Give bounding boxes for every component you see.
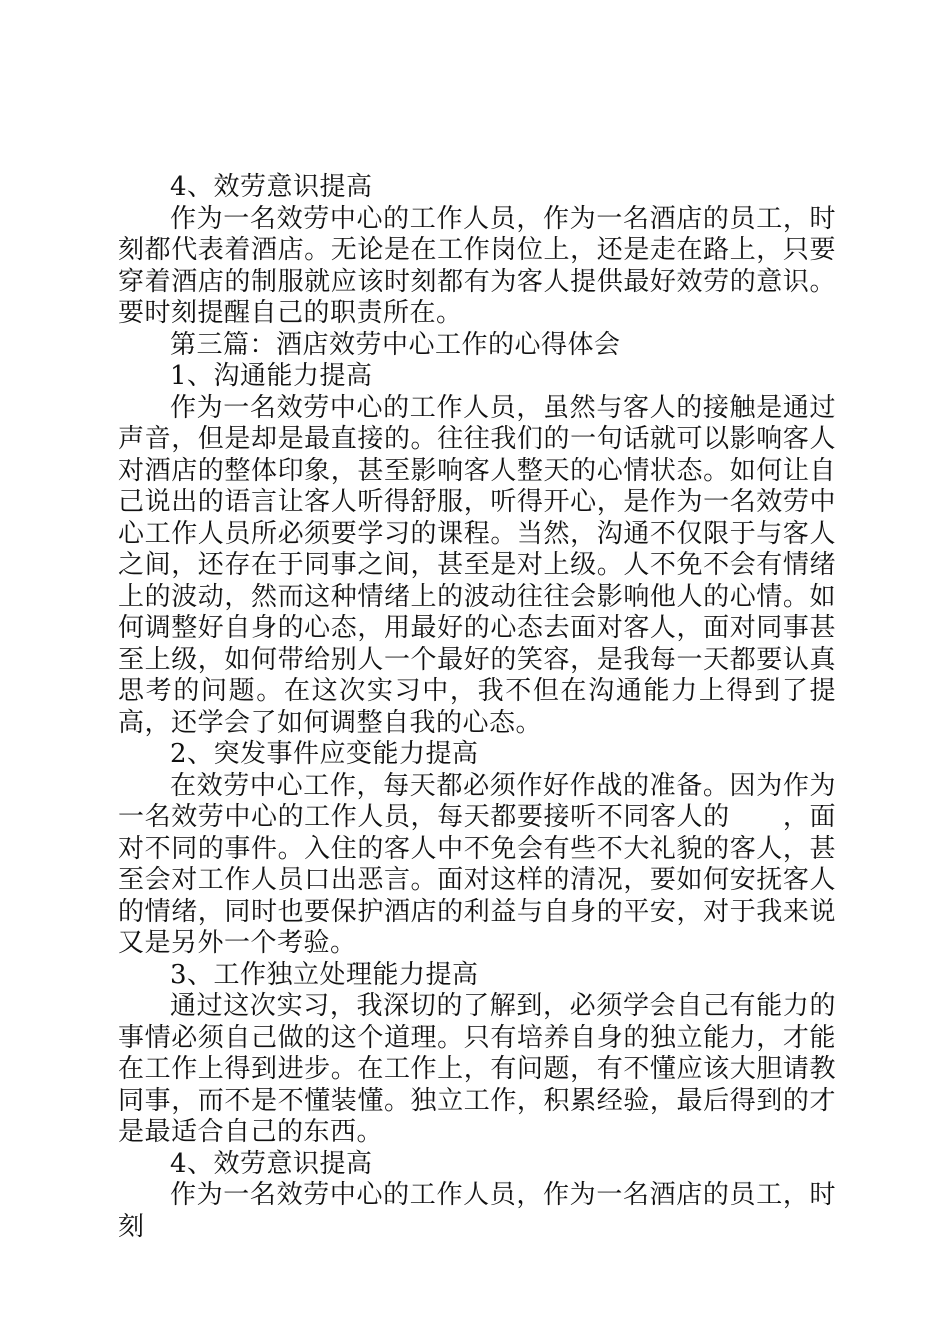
section-heading-service-awareness-2: 4、效劳意识提高 xyxy=(170,1148,373,1179)
paragraph-service-awareness-2: 作为一名效劳中心的工作人员，作为一名酒店的员工，时刻 xyxy=(118,1180,836,1242)
paragraph-independence: 通过这次实习，我深切的了解到，必须学会自己有能力的事情必须自己做的这个道理。只有培养自身的独立能力，才能在工作上得到进步。在工作上，有问题，有不懂应该大胆请教同事，而不是不懂装懂。独立工作，积累经验，最后得到的才是最适合自己的东西。 xyxy=(118,991,836,1147)
section-heading-independence: 3、工作独立处理能力提高 xyxy=(170,959,479,990)
paragraph-emergency: 在效劳中心工作，每天都必须作好作战的准备。因为作为一名效劳中心的工作人员，每天都要接听不同客人的 ，面对不同的事件。入住的客人中不免会有些不大礼貌的客人，甚至会对工作人员口出恶言。面对这样的清况，要如何安抚客人的情绪，同时也要保护酒店的利益与自身的平安，对于我来说又是另外一个考验。 xyxy=(118,770,836,958)
paragraph-service-awareness: 作为一名效劳中心的工作人员，作为一名酒店的员工，时刻都代表着酒店。无论是在工作岗位上，还是走在路上，只要穿着酒店的制服就应该时刻都有为客人提供最好效劳的意识。要时刻提醒自己的职责所在。 xyxy=(118,203,836,328)
paragraph-communication: 作为一名效劳中心的工作人员，虽然与客人的接触是通过声音，但是却是最直接的。往往我们的一句话就可以影响客人对酒店的整体印象，甚至影响客人整天的心情状态。如何让自己说出的语言让客人听得舒服，听得开心，是作为一名效劳中心工作人员所必须要学习的课程。当然，沟通不仅限于与客人之间，还存在于同事之间，甚至是对上级。人不免不会有情绪上的波动，然而这种情绪上的波动往往会影响他人的心情。如何调整好自身的心态，用最好的心态去面对客人，面对同事甚至上级，如何带给别人一个最好的笑容，是我每一天都要认真思考的问题。在这次实习中，我不但在沟通能力上得到了提高，还学会了如何调整自我的心态。 xyxy=(118,392,836,738)
section-heading-emergency: 2、突发事件应变能力提高 xyxy=(170,739,479,769)
chapter-title-third: 第三篇：酒店效劳中心工作的心得体会 xyxy=(170,329,621,360)
section-heading-service-awareness: 4、效劳意识提高 xyxy=(170,172,373,202)
document-page xyxy=(118,172,836,1243)
section-heading-communication: 1、沟通能力提高 xyxy=(170,361,373,391)
